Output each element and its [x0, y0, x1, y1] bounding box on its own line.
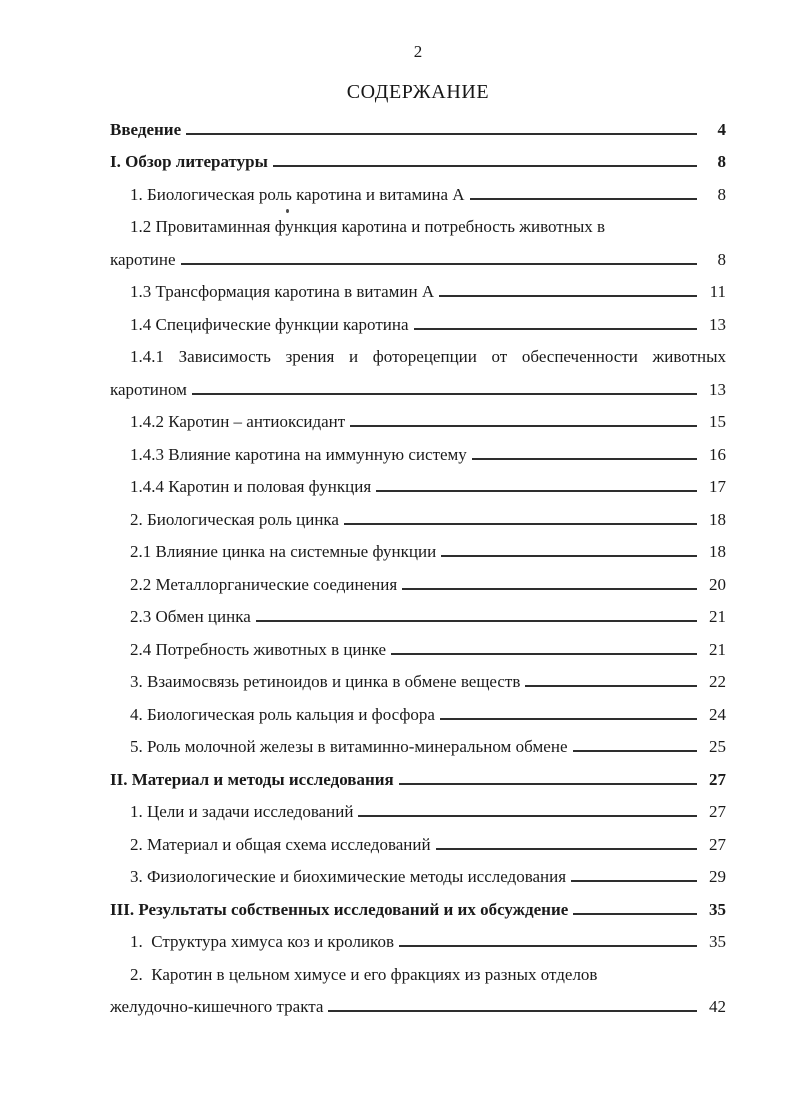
toc-entry-title: Введение: [110, 119, 182, 139]
toc-leader-line: [192, 393, 697, 395]
toc-entry: [110, 237, 726, 270]
toc-title: СОДЕРЖАНИЕ: [346, 81, 490, 103]
toc-entry-title: 1.4.3 Влияние каротина на иммунную систему: [130, 444, 467, 464]
toc-leader-line: [358, 815, 697, 817]
toc-entry-title: 2.4 Потребность животных в цинке: [130, 639, 387, 659]
toc-entry: [110, 465, 726, 498]
toc-entry: [110, 887, 726, 920]
toc-entry: [110, 400, 726, 433]
toc-entry: [110, 757, 726, 790]
toc-entry-title: 1.4.4 Каротин и половая функция: [130, 477, 372, 496]
toc-entry-title: 1. Структура химуса коз и кроликов: [130, 932, 394, 951]
toc-entry-title: 4. Биологическая роль кальция и фосфора: [130, 704, 435, 724]
toc-entry: [110, 270, 726, 303]
toc-page-number: 25: [709, 737, 726, 756]
toc-entry: [110, 530, 726, 563]
toc-entry-title: 1. Цели и задачи исследований: [130, 802, 354, 821]
toc-leader-line: [376, 490, 697, 492]
toc-entry: [110, 107, 726, 140]
toc-leader-line: [470, 198, 697, 200]
toc-entry: [110, 432, 726, 465]
toc-leader-line: [344, 523, 697, 525]
toc-entry: [110, 692, 726, 725]
toc-page-number: 8: [717, 184, 726, 204]
toc-entry-title: 2. Материал и общая схема исследований: [130, 834, 431, 854]
toc-entry-title: 1.4.1 Зависимость зрения и фоторецепции от обеспеченности животных: [130, 347, 726, 366]
toc-leader-line: [186, 133, 697, 135]
toc-page-number: 13: [709, 314, 726, 334]
toc-page-number: 22: [709, 672, 726, 691]
toc-page-number: 20: [709, 574, 726, 594]
toc-page-number: 29: [709, 867, 726, 886]
toc-entry-title: 2. Каротин в цельном химусе и его фракциях из разных отделов: [130, 964, 598, 984]
toc-leader-line: [391, 653, 697, 655]
toc-entry: [110, 627, 726, 660]
toc-leader-line: [273, 165, 697, 167]
toc-leader-line: [328, 1010, 697, 1012]
toc-entry: [110, 172, 726, 205]
toc-entry-title: 1.2 Провитаминная функция каротина и потребность животных в: [130, 217, 606, 236]
toc-leader-line: [440, 718, 697, 720]
toc-entry: [110, 725, 726, 758]
toc-leader-line: [439, 295, 697, 297]
toc-page-number: 8: [717, 249, 726, 269]
toc-leader-line: [573, 750, 698, 752]
toc-page-number: 42: [709, 997, 726, 1016]
toc-leader-line: [181, 263, 698, 265]
toc-entry-title: 1.3 Трансформация каротина в витамин А: [130, 282, 435, 301]
toc-page-number: 17: [709, 477, 726, 496]
toc-entry: [110, 790, 726, 823]
toc-entry-title: 1.4 Специфические функции каротина: [130, 314, 409, 334]
toc-entry-title: 5. Роль молочной железы в витаминно-минеральном обмене: [130, 737, 568, 756]
toc-page-number: 24: [709, 704, 726, 724]
toc-page-number: 21: [709, 607, 726, 626]
toc-entry-title: каротином: [110, 379, 187, 399]
toc-leader-line: [256, 620, 697, 622]
toc-entry: [110, 302, 726, 335]
toc-leader-line: [472, 458, 697, 460]
toc-entry-title: 1.4.2 Каротин – антиоксидант: [130, 412, 346, 431]
toc-page-number: 18: [709, 509, 726, 529]
toc-leader-line: [350, 425, 697, 427]
toc-entry-title: 2.1 Влияние цинка на системные функции: [130, 542, 437, 561]
toc-page-number: 13: [709, 379, 726, 399]
page-number: 2: [413, 42, 423, 61]
toc-entry: [110, 497, 726, 530]
toc-leader-line: [573, 913, 697, 915]
toc-leader-line: [441, 555, 697, 557]
toc-entry-title: 2.2 Металлорганические соединения: [130, 574, 398, 594]
toc-page-number: 27: [709, 769, 726, 789]
toc-leader-line: [399, 945, 697, 947]
toc-entry-title: II. Материал и методы исследования: [110, 769, 394, 789]
toc-entry: [110, 562, 726, 595]
toc-leader-line: [414, 328, 698, 330]
toc-entry: [110, 205, 726, 238]
toc-leader-line: [399, 783, 697, 785]
toc-entry-title: I. Обзор литературы: [110, 152, 268, 171]
toc-page-number: 35: [709, 932, 726, 951]
toc-page-number: 27: [709, 802, 726, 821]
toc-entry-title: 1. Биологическая роль каротина и витамина А: [130, 184, 465, 204]
toc-page-number: 15: [709, 412, 726, 431]
toc-leader-line: [571, 880, 697, 882]
toc-entry-title: III. Результаты собственных исследований и их обсуждение: [110, 899, 569, 919]
toc-page-number: 11: [709, 282, 726, 301]
toc-page-number: 27: [709, 834, 726, 854]
toc-list: [110, 107, 726, 1017]
toc-entry: [110, 920, 726, 953]
toc-leader-line: [402, 588, 697, 590]
toc-page-number: 4: [717, 119, 726, 139]
toc-entry-title: желудочно-кишечного тракта: [110, 997, 324, 1016]
toc-entry-title: каротине: [110, 249, 176, 269]
toc-leader-line: [436, 848, 697, 850]
toc-entry-title: 2.3 Обмен цинка: [130, 607, 251, 626]
toc-entry: [110, 952, 726, 985]
toc-entry: [110, 660, 726, 693]
toc-page-number: 8: [717, 152, 726, 171]
toc-leader-line: [525, 685, 697, 687]
scan-speck: [286, 209, 289, 213]
toc-entry: [110, 367, 726, 400]
toc-entry-title: 2. Биологическая роль цинка: [130, 509, 339, 529]
toc-page-number: 21: [709, 639, 726, 659]
toc-entry-title: 3. Физиологические и биохимические методы исследования: [130, 867, 567, 886]
toc-entry: [110, 140, 726, 173]
toc-page-number: 35: [709, 899, 726, 919]
toc-page-number: 18: [709, 542, 726, 561]
toc-entry: [110, 822, 726, 855]
toc-entry: [110, 595, 726, 628]
toc-page-number: 16: [709, 444, 726, 464]
toc-entry: [110, 855, 726, 888]
toc-entry: [110, 985, 726, 1018]
toc-entry: [110, 335, 726, 368]
toc-entry-title: 3. Взаимосвязь ретиноидов и цинка в обмене веществ: [130, 672, 521, 691]
